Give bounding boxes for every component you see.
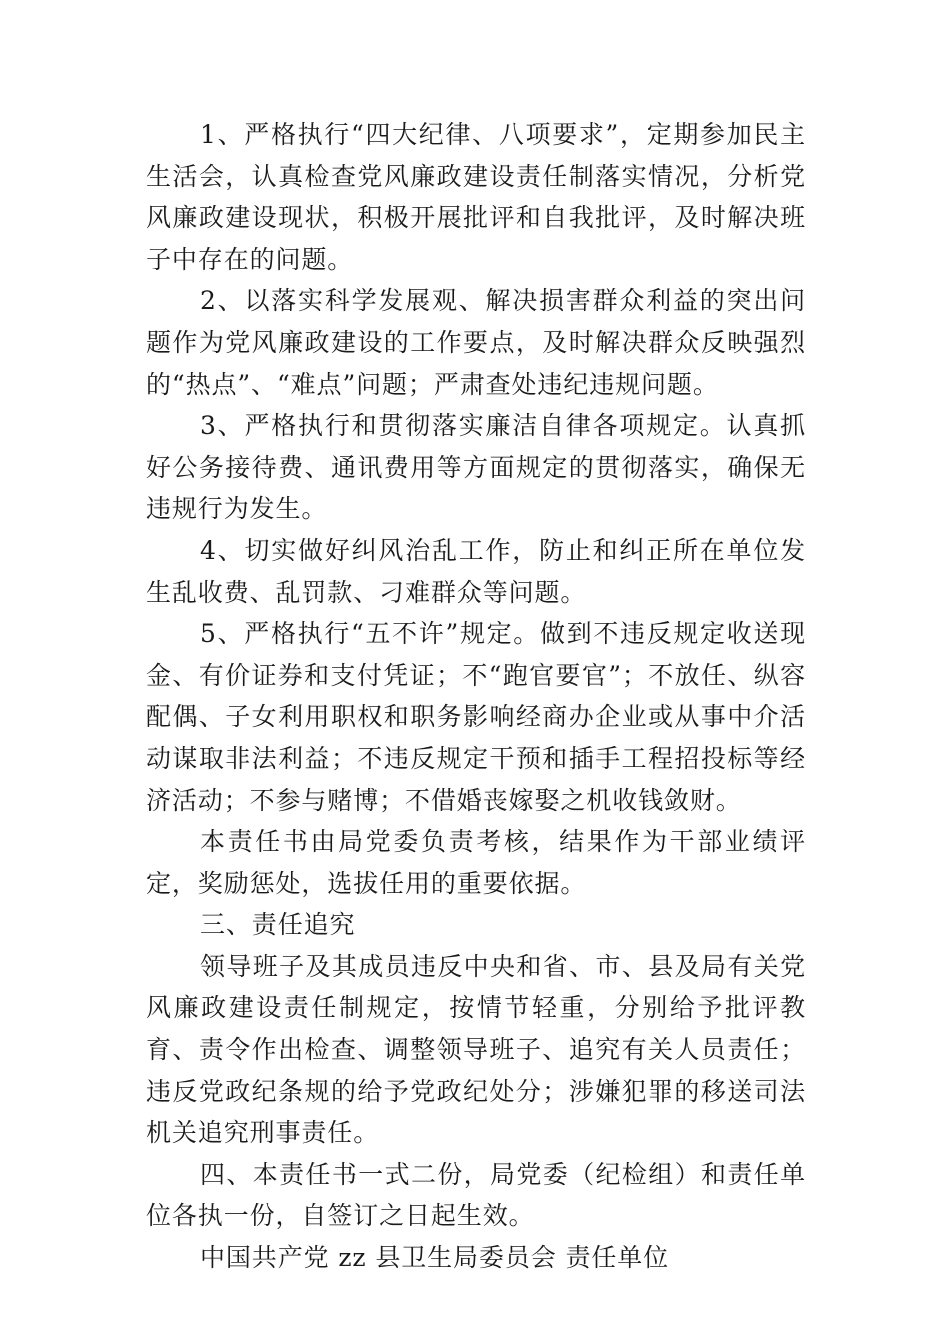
section-three-paragraph: 领导班子及其成员违反中央和省、市、县及局有关党风廉政建设责任制规定，按情节轻重，分别给予批评教育、责令作出检查、调整领导班子、追究有关人员责任；违反党政纪条规的给予党政纪处分；涉嫌犯罪的移送司法机关追究刑事责任。 — [146, 951, 806, 1148]
signature-line: 中国共产党 zz 县卫生局委员会 责任单位 — [200, 1243, 670, 1273]
item-4-paragraph: 4、切实做好纠风治乱工作，防止和纠正所在单位发生乱收费、乱罚款、刁难群众等问题。 — [146, 535, 806, 607]
item-2-paragraph: 2、以落实科学发展观、解决损害群众利益的突出问题作为党风廉政建设的工作要点，及时解决群众反映强烈的“热点”、“难点”问题；严肃查处违纪违规问题。 — [146, 286, 806, 399]
item-1-paragraph: 1、严格执行“四大纪律、八项要求”，定期参加民主生活会，认真检查党风廉政建设责任制落实情况，分析党风廉政建设现状，积极开展批评和自我批评，及时解决班子中存在的问题。 — [146, 120, 806, 274]
item-3-paragraph: 3、严格执行和贯彻落实廉洁自律各项规定。认真抓好公务接待费、通讯费用等方面规定的贯彻落实，确保无违规行为发生。 — [146, 411, 806, 524]
document-body — [146, 114, 806, 1279]
section-three-heading: 三、责任追究 — [200, 910, 356, 940]
item-5-paragraph: 5、严格执行“五不许”规定。做到不违反规定收送现金、有价证券和支付凭证；不“跑官要官”；不放任、纵容配偶、子女利用职权和职务影响经商办企业或从事中介活动谋取非法利益；不违反规定干预和插手工程招投标等经济活动；不参与赌博；不借婚丧嫁娶之机收钱敛财。 — [146, 619, 806, 815]
assessment-paragraph: 本责任书由局党委负责考核，结果作为干部业绩评定，奖励惩处，选拔任用的重要依据。 — [146, 827, 806, 898]
section-four-paragraph: 四、本责任书一式二份，局党委（纪检组）和责任单位各执一份，自签订之日起生效。 — [146, 1159, 806, 1231]
